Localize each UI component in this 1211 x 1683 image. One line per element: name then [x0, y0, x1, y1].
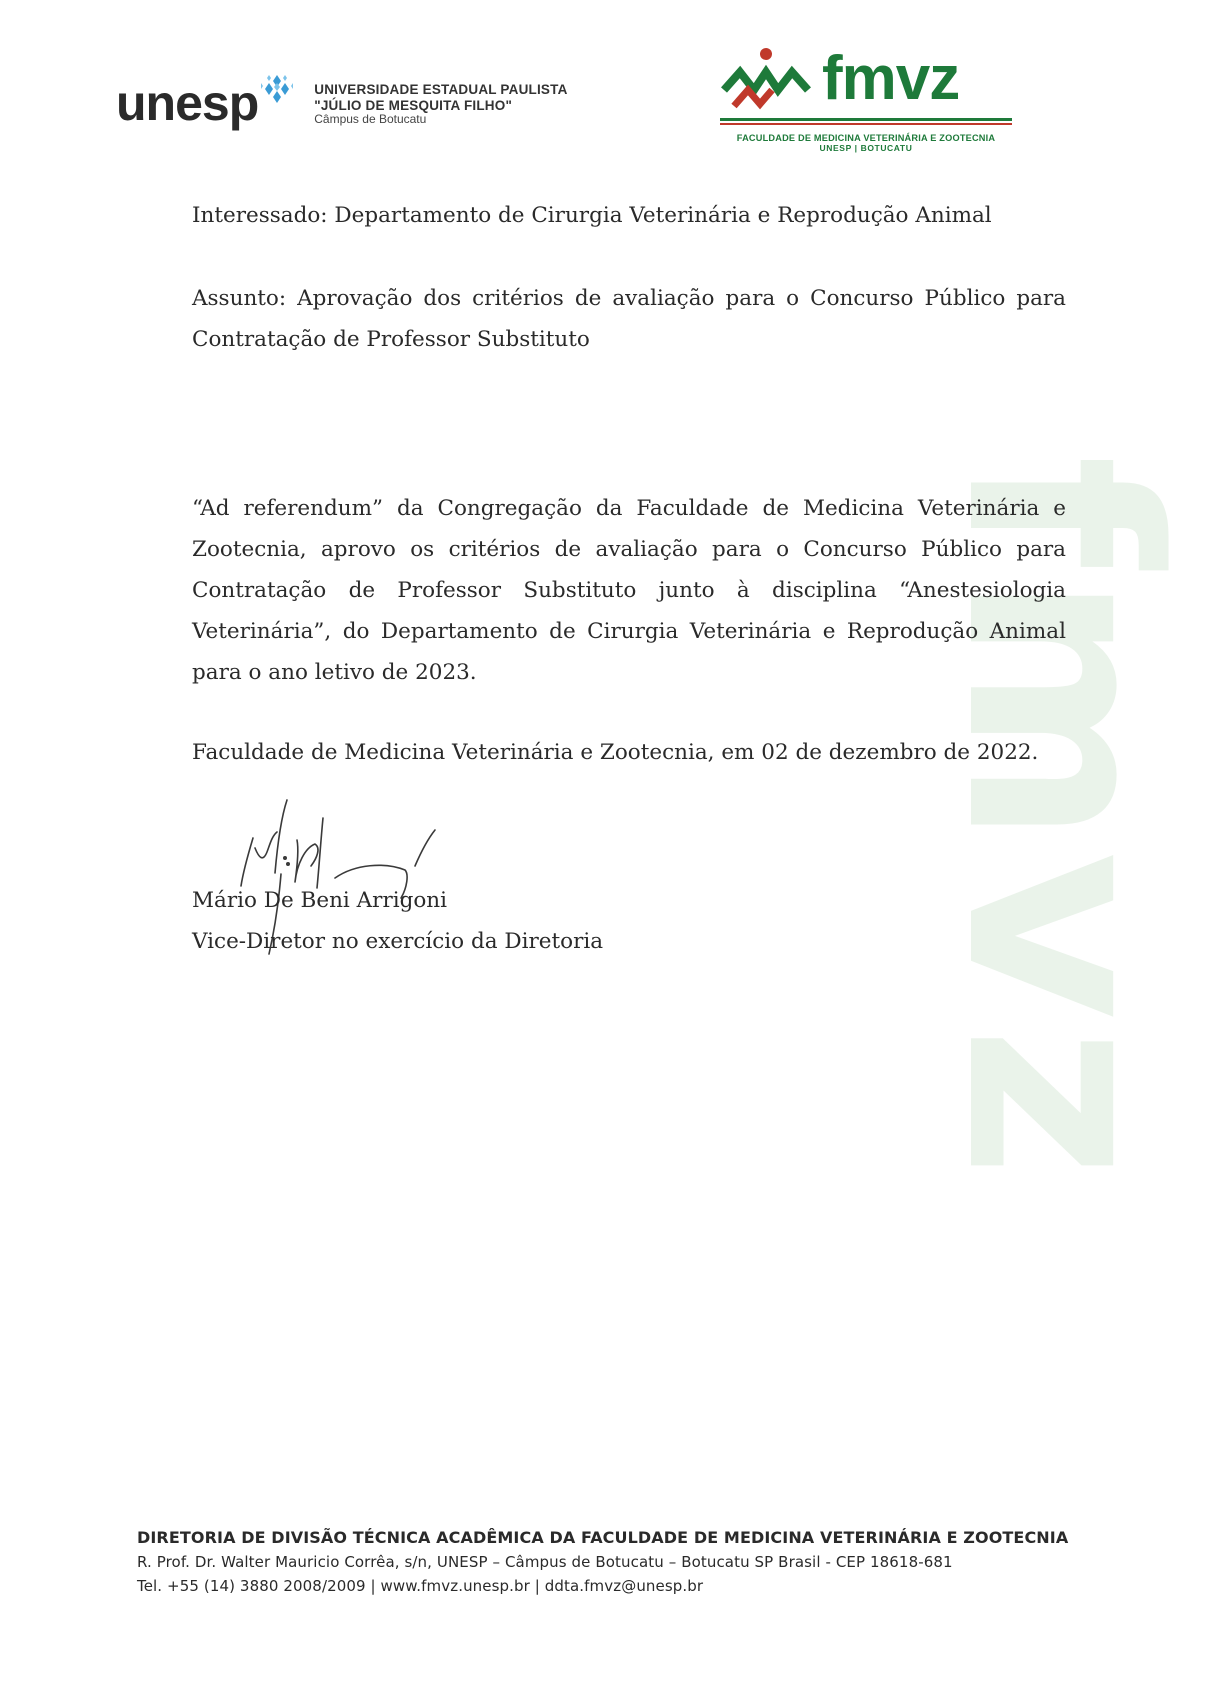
signer-name: Mário De Beni Arrigoni — [192, 888, 448, 913]
fmvz-rule-red — [720, 123, 1012, 125]
body-line: Contratação de Professor Substituto junto à disciplina “Anestesiologia — [192, 578, 1066, 603]
footer-contact: Tel. +55 (14) 3880 2008/2009 | www.fmvz.unesp.br | ddta.fmvz@unesp.br — [137, 1577, 704, 1595]
body-line: Veterinária”, do Departamento de Cirurgia Veterinária e Reprodução Animal — [192, 619, 1066, 644]
fmvz-wordmark: fmvz — [822, 44, 960, 113]
signer-title: Vice-Diretor no exercício da Diretoria — [192, 929, 604, 954]
footer-department: DIRETORIA DE DIVISÃO TÉCNICA ACADÊMICA DA FACULDADE DE MEDICINA VETERINÁRIA E ZOOTECNIA — [137, 1528, 1069, 1547]
unesp-line1: UNIVERSIDADE ESTADUAL PAULISTA — [314, 82, 568, 97]
unesp-logo — [116, 75, 568, 131]
fmvz-subtitle1: FACULDADE DE MEDICINA VETERINÁRIA E ZOOTECNIA — [736, 133, 996, 143]
footer-address: R. Prof. Dr. Walter Mauricio Corrêa, s/n, UNESP – Câmpus de Botucatu – Botucatu SP Brasil - CEP 18618-681 — [137, 1553, 953, 1571]
letterhead — [0, 38, 1190, 168]
unesp-diamond-icon — [260, 74, 294, 108]
unesp-wordmark: unesp — [116, 75, 259, 131]
fmvz-subtitle2: UNESP | BOTUCATU — [819, 143, 913, 153]
fmvz-rule-green — [720, 118, 1012, 121]
signer-block — [192, 880, 603, 962]
unesp-line3: Câmpus de Botucatu — [314, 112, 427, 127]
watermark-text: fmvz — [909, 455, 1211, 1184]
assunto-block — [192, 278, 1066, 360]
body-paragraph — [192, 488, 1066, 693]
body-line: “Ad referendum” da Congregação da Faculdade de Medicina Veterinária e — [192, 496, 1066, 521]
body-line: Zootecnia, aprovo os critérios de avaliação para o Concurso Público para — [192, 537, 1066, 562]
footer — [137, 1526, 1097, 1598]
unesp-institution-text — [314, 82, 567, 127]
fmvz-emblem-icon — [720, 46, 812, 110]
body-line: para o ano letivo de 2023. — [192, 660, 477, 685]
assunto-line1: Assunto: Aprovação dos critérios de avaliação para o Concurso Público para — [192, 286, 1066, 311]
interessado-line: Interessado: Departamento de Cirurgia Veterinária e Reprodução Animal — [192, 203, 992, 228]
unesp-line2: "JÚLIO DE MESQUITA FILHO" — [314, 97, 513, 113]
fmvz-logo — [720, 40, 1015, 153]
date-line: Faculdade de Medicina Veterinária e Zootecnia, em 02 de dezembro de 2022. — [192, 740, 1039, 765]
assunto-line2: Contratação de Professor Substituto — [192, 327, 590, 352]
